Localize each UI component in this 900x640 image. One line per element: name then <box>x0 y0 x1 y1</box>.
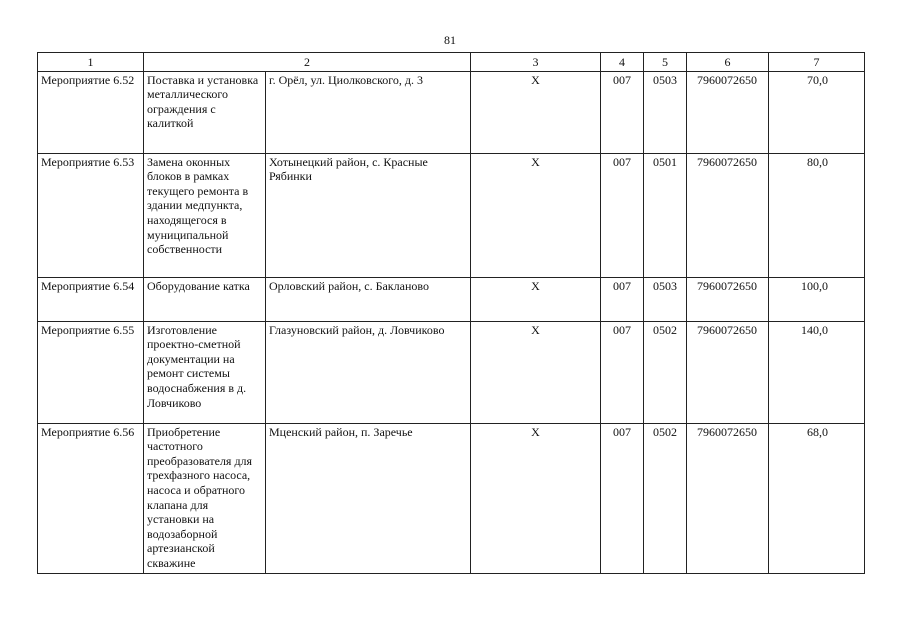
event-cell: Мероприятие 6.52 <box>38 71 144 153</box>
col5-cell: 0503 <box>644 71 687 153</box>
header-col-5: 5 <box>644 53 687 72</box>
table-row <box>38 423 865 573</box>
col4-cell: 007 <box>601 153 644 277</box>
location-cell: Хотынецкий район, с. Красные Рябинки <box>266 153 471 277</box>
col3-cell: X <box>471 423 601 573</box>
col7-cell: 68,0 <box>769 423 865 573</box>
header-col-4: 4 <box>601 53 644 72</box>
col6-cell: 7960072650 <box>687 153 769 277</box>
col7-cell: 140,0 <box>769 321 865 423</box>
col6-cell: 7960072650 <box>687 277 769 321</box>
header-col-1: 1 <box>38 53 144 72</box>
event-cell: Мероприятие 6.55 <box>38 321 144 423</box>
col6-cell: 7960072650 <box>687 71 769 153</box>
col6-cell: 7960072650 <box>687 321 769 423</box>
table-row <box>38 321 865 423</box>
event-cell: Мероприятие 6.53 <box>38 153 144 277</box>
col4-cell: 007 <box>601 71 644 153</box>
col3-cell: X <box>471 153 601 277</box>
header-col-2: 2 <box>144 53 471 72</box>
header-col-7: 7 <box>769 53 865 72</box>
col3-cell: X <box>471 277 601 321</box>
page-number: 81 <box>444 33 456 47</box>
col3-cell: X <box>471 321 601 423</box>
col4-cell: 007 <box>601 423 644 573</box>
col5-cell: 0502 <box>644 321 687 423</box>
table-row <box>38 153 865 277</box>
header-col-3: 3 <box>471 53 601 72</box>
event-cell: Мероприятие 6.56 <box>38 423 144 573</box>
name-cell: Поставка и установка металлического ограждения с калиткой <box>144 71 266 153</box>
header-col-6: 6 <box>687 53 769 72</box>
name-cell: Изготовление проектно-сметной документации на ремонт системы водоснабжения в д. Ловчиково <box>144 321 266 423</box>
event-cell: Мероприятие 6.54 <box>38 277 144 321</box>
location-cell: г. Орёл, ул. Циолковского, д. 3 <box>266 71 471 153</box>
name-cell: Замена оконных блоков в рамках текущего ремонта в здании медпункта, находящегося в муниципальной собственности <box>144 153 266 277</box>
location-cell: Мценский район, п. Заречье <box>266 423 471 573</box>
col3-cell: X <box>471 71 601 153</box>
location-cell: Глазуновский район, д. Ловчиково <box>266 321 471 423</box>
location-cell: Орловский район, с. Бакланово <box>266 277 471 321</box>
budget-table <box>37 52 865 574</box>
col7-cell: 80,0 <box>769 153 865 277</box>
name-cell: Приобретение частотного преобразователя для трехфазного насоса, насоса и обратного клапана для установки на водозаборной артезианской скважине <box>144 423 266 573</box>
col4-cell: 007 <box>601 321 644 423</box>
col7-cell: 100,0 <box>769 277 865 321</box>
col6-cell: 7960072650 <box>687 423 769 573</box>
col5-cell: 0503 <box>644 277 687 321</box>
col5-cell: 0501 <box>644 153 687 277</box>
name-cell: Оборудование катка <box>144 277 266 321</box>
header-row <box>38 53 865 72</box>
table-row <box>38 277 865 321</box>
col7-cell: 70,0 <box>769 71 865 153</box>
col5-cell: 0502 <box>644 423 687 573</box>
col4-cell: 007 <box>601 277 644 321</box>
table-row <box>38 71 865 153</box>
